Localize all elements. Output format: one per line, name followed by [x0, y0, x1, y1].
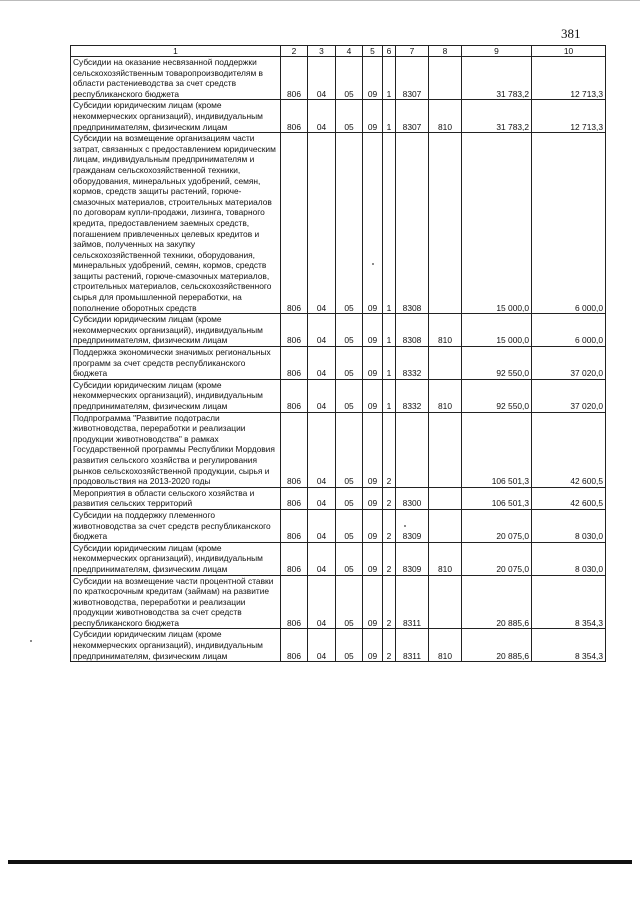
code-article: 8332 — [396, 379, 429, 412]
code-article: 8332 — [396, 347, 429, 380]
code-razdel: 04 — [308, 314, 336, 347]
amount-col9: 106 501,3 — [462, 487, 532, 509]
amount-col9: 20 885,6 — [462, 629, 532, 662]
amount-col10: 12 713,3 — [532, 100, 606, 133]
amount-col10: 12 713,3 — [532, 57, 606, 100]
code-razdel: 04 — [308, 379, 336, 412]
page-number: 381 — [561, 26, 581, 41]
amount-col10: 6 000,0 — [532, 133, 606, 314]
code-subprogram: 1 — [383, 57, 396, 100]
code-program: 09 — [363, 509, 383, 542]
code-program: 09 — [363, 133, 383, 314]
column-header-5: 5 — [363, 46, 383, 57]
amount-col9: 106 501,3 — [462, 412, 532, 487]
code-podrazdel: 05 — [336, 379, 363, 412]
code-gl: 806 — [281, 347, 308, 380]
code-article: 8307 — [396, 100, 429, 133]
code-gl: 806 — [281, 57, 308, 100]
code-podrazdel: 05 — [336, 487, 363, 509]
code-subprogram: 2 — [383, 542, 396, 575]
column-header-4: 4 — [336, 46, 363, 57]
code-article: 8308 — [396, 133, 429, 314]
column-header-9: 9 — [462, 46, 532, 57]
row-description: Субсидии юридическим лицам (кроме некоммерческих организаций), индивидуальным предпринимателям, физическим лицам — [71, 100, 281, 133]
code-article: 8300 — [396, 487, 429, 509]
amount-col10: 8 030,0 — [532, 542, 606, 575]
table-row — [71, 509, 606, 542]
code-subprogram: 2 — [383, 629, 396, 662]
code-expense-type — [429, 347, 462, 380]
amount-col10: 8 354,3 — [532, 575, 606, 629]
column-header-3: 3 — [308, 46, 336, 57]
code-podrazdel: 05 — [336, 575, 363, 629]
code-podrazdel: 05 — [336, 57, 363, 100]
code-subprogram: 2 — [383, 509, 396, 542]
column-header-1: 1 — [71, 46, 281, 57]
code-razdel: 04 — [308, 487, 336, 509]
code-article: 8309 — [396, 542, 429, 575]
row-description: Субсидии юридическим лицам (кроме некоммерческих организаций), индивидуальным предпринимателям, физическим лицам — [71, 379, 281, 412]
code-article: 8308 — [396, 314, 429, 347]
code-razdel: 04 — [308, 133, 336, 314]
code-expense-type — [429, 487, 462, 509]
row-description: Поддержка экономически значимых региональных программ за счет средств республиканского бюджета — [71, 347, 281, 380]
code-podrazdel: 05 — [336, 412, 363, 487]
code-expense-type: 810 — [429, 100, 462, 133]
scan-bottom-border — [8, 860, 632, 864]
code-expense-type — [429, 509, 462, 542]
code-expense-type: 810 — [429, 379, 462, 412]
amount-col9: 15 000,0 — [462, 133, 532, 314]
row-description: Субсидии на возмещение части процентной ставки по краткосрочным кредитам (займам) на развитие животноводства, переработки и реализации продукции животноводства за счет средств республиканского бюджета — [71, 575, 281, 629]
code-program: 09 — [363, 575, 383, 629]
code-program: 09 — [363, 347, 383, 380]
code-gl: 806 — [281, 487, 308, 509]
amount-col9: 92 550,0 — [462, 347, 532, 380]
table-body — [71, 57, 606, 662]
code-razdel: 04 — [308, 347, 336, 380]
code-podrazdel: 05 — [336, 314, 363, 347]
code-subprogram: 2 — [383, 575, 396, 629]
code-razdel: 04 — [308, 412, 336, 487]
amount-col10: 42 600,5 — [532, 412, 606, 487]
code-razdel: 04 — [308, 629, 336, 662]
table-row — [71, 57, 606, 100]
budget-table — [70, 45, 606, 662]
row-description: Субсидии юридическим лицам (кроме некоммерческих организаций), индивидуальным предпринимателям, физическим лицам — [71, 629, 281, 662]
code-expense-type — [429, 57, 462, 100]
table-row — [71, 100, 606, 133]
amount-col10: 37 020,0 — [532, 379, 606, 412]
code-expense-type: 810 — [429, 314, 462, 347]
code-program: 09 — [363, 629, 383, 662]
code-subprogram: 1 — [383, 314, 396, 347]
table-row — [71, 412, 606, 487]
code-program: 09 — [363, 379, 383, 412]
column-header-7: 7 — [396, 46, 429, 57]
amount-col10: 42 600,5 — [532, 487, 606, 509]
table-row — [71, 314, 606, 347]
code-gl: 806 — [281, 542, 308, 575]
code-podrazdel: 05 — [336, 100, 363, 133]
code-program: 09 — [363, 542, 383, 575]
amount-col9: 31 783,2 — [462, 57, 532, 100]
row-description: Субсидии юридическим лицам (кроме некоммерческих организаций), индивидуальным предпринимателям, физическим лицам — [71, 542, 281, 575]
amount-col9: 31 783,2 — [462, 100, 532, 133]
table-row — [71, 542, 606, 575]
code-article: 8311 — [396, 629, 429, 662]
code-subprogram: 1 — [383, 133, 396, 314]
code-gl: 806 — [281, 100, 308, 133]
code-program: 09 — [363, 100, 383, 133]
row-description: Мероприятия в области сельского хозяйства и развития сельских территорий — [71, 487, 281, 509]
code-razdel: 04 — [308, 509, 336, 542]
code-program: 09 — [363, 487, 383, 509]
amount-col9: 15 000,0 — [462, 314, 532, 347]
code-gl: 806 — [281, 412, 308, 487]
code-expense-type — [429, 133, 462, 314]
code-article: 8309 — [396, 509, 429, 542]
code-program: 09 — [363, 412, 383, 487]
code-gl: 806 — [281, 314, 308, 347]
code-razdel: 04 — [308, 575, 336, 629]
row-description: Субсидии на возмещение организациям части затрат, связанных с предоставлением юридическим лицам, индивидуальным предпринимателям и гражданам сельскохозяйственной техники, оборудования, минеральных удобрений, семян, кормов, средств защиты растений, горюче-смазочных материалов, строительных материалов по договорам купли-продажи, лизинга, товарного кредита, предоставлением заемных средств, погашением привлеченных целевых кредитов и займов, полученных на закупку сельскохозяйственной техники, оборудования, минеральных удобрений, семян, кормов, средств защиты растений, горюче-смазочных материалов, строительных материалов, сельскохозяйственного сырья для промышленной переработки, на пополнение оборотных средств — [71, 133, 281, 314]
code-podrazdel: 05 — [336, 542, 363, 575]
code-expense-type: 810 — [429, 629, 462, 662]
column-header-2: 2 — [281, 46, 308, 57]
code-podrazdel: 05 — [336, 133, 363, 314]
code-subprogram: 1 — [383, 347, 396, 380]
amount-col9: 20 885,6 — [462, 575, 532, 629]
code-subprogram: 2 — [383, 487, 396, 509]
code-expense-type — [429, 575, 462, 629]
code-razdel: 04 — [308, 542, 336, 575]
code-expense-type: 810 — [429, 542, 462, 575]
code-program: 09 — [363, 314, 383, 347]
table-row — [71, 575, 606, 629]
amount-col10: 6 000,0 — [532, 314, 606, 347]
table-row — [71, 629, 606, 662]
amount-col10: 37 020,0 — [532, 347, 606, 380]
code-article: 8307 — [396, 57, 429, 100]
code-gl: 806 — [281, 629, 308, 662]
code-subprogram: 1 — [383, 379, 396, 412]
code-article — [396, 412, 429, 487]
code-podrazdel: 05 — [336, 629, 363, 662]
scan-speck — [30, 640, 32, 642]
column-header-6: 6 — [383, 46, 396, 57]
code-gl: 806 — [281, 509, 308, 542]
amount-col10: 8 354,3 — [532, 629, 606, 662]
column-header-10: 10 — [532, 46, 606, 57]
table-row — [71, 133, 606, 314]
code-subprogram: 1 — [383, 100, 396, 133]
code-razdel: 04 — [308, 100, 336, 133]
row-description: Подпрограмма "Развитие подотрасли животноводства, переработки и реализации продукции животноводства" в рамках Государственной программы Республики Мордовия развития сельского хозяйства и регулирования рынков сельскохозяйственной продукции, сырья и продовольствия на 2013-2020 годы — [71, 412, 281, 487]
code-expense-type — [429, 412, 462, 487]
row-description: Субсидии юридическим лицам (кроме некоммерческих организаций), индивидуальным предпринимателям, физическим лицам — [71, 314, 281, 347]
code-article: 8311 — [396, 575, 429, 629]
table-row — [71, 347, 606, 380]
amount-col9: 20 075,0 — [462, 542, 532, 575]
code-podrazdel: 05 — [336, 509, 363, 542]
column-header-8: 8 — [429, 46, 462, 57]
code-subprogram: 2 — [383, 412, 396, 487]
table-header-row — [71, 46, 606, 57]
code-program: 09 — [363, 57, 383, 100]
table-row — [71, 487, 606, 509]
code-podrazdel: 05 — [336, 347, 363, 380]
row-description: Субсидии на оказание несвязанной поддержки сельскохозяйственным товаропроизводителям в области растениеводства за счет средств республиканского бюджета — [71, 57, 281, 100]
row-description: Субсидии на поддержку племенного животноводства за счет средств республиканского бюджета — [71, 509, 281, 542]
code-gl: 806 — [281, 575, 308, 629]
table-row — [71, 379, 606, 412]
amount-col9: 20 075,0 — [462, 509, 532, 542]
code-razdel: 04 — [308, 57, 336, 100]
amount-col10: 8 030,0 — [532, 509, 606, 542]
code-gl: 806 — [281, 133, 308, 314]
scan-top-edge — [0, 0, 640, 1]
amount-col9: 92 550,0 — [462, 379, 532, 412]
code-gl: 806 — [281, 379, 308, 412]
